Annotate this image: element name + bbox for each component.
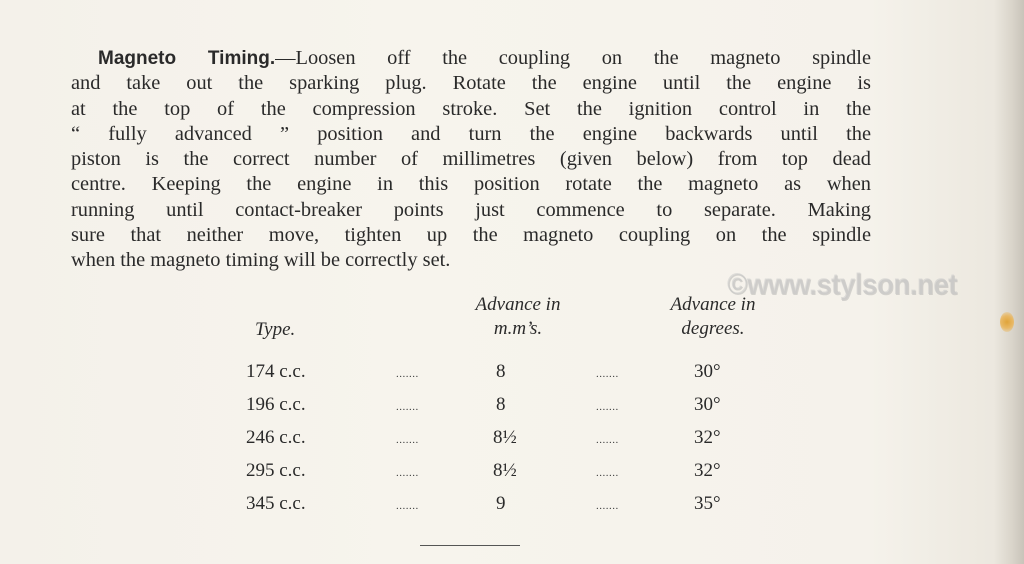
header-advance-degrees-line2: degrees. [681, 318, 745, 339]
table-row-degrees: 30° [694, 394, 721, 415]
section-heading: Magneto Timing. [98, 48, 276, 69]
leader-dots: ....... [396, 467, 419, 479]
watermark: ©www.stylson.net [727, 268, 957, 301]
paragraph-line-3: at the top of the compression stroke. Set the ignition control in the [71, 97, 871, 120]
header-advance-mm-line2: m.m’s. [493, 318, 543, 339]
paragraph-line-8: sure that neither move, tighten up the magneto coupling on the spindle [71, 224, 871, 247]
paragraph-line-1 [71, 46, 871, 71]
paragraph-line-9: when the magneto timing will be correctly set. [71, 249, 451, 272]
paragraph-line-5: piston is the correct number of millimetres (given below) from top dead [71, 148, 871, 171]
paragraph-line-4: “ fully advanced ” position and turn the engine backwards until the [71, 122, 871, 145]
leader-dots: ....... [396, 500, 419, 512]
paragraph-line-7: running until contact-breaker points just commence to separate. Making [71, 198, 871, 221]
table-row-degrees: 35° [694, 493, 721, 514]
leader-dots: ....... [596, 401, 619, 413]
table-row-type: 246 c.c. [246, 427, 306, 448]
table-row-mm: 8 [496, 394, 506, 415]
table-row-mm: 8 [496, 361, 506, 382]
paragraph-line-6: centre. Keeping the engine in this position rotate the magneto as when [71, 173, 871, 196]
header-advance-degrees [638, 293, 788, 341]
section-end-rule [420, 545, 520, 546]
table-row-mm: 9 [496, 493, 506, 514]
table-row-type: 345 c.c. [246, 493, 306, 514]
leader-dots: ....... [596, 368, 619, 380]
leader-dots: ....... [396, 368, 419, 380]
leader-dots: ....... [596, 467, 619, 479]
table-row-degrees: 30° [694, 361, 721, 382]
page-gutter-shadow [994, 0, 1024, 564]
header-advance-degrees-line1: Advance in [670, 294, 756, 315]
table-row-mm: 8½ [493, 427, 517, 448]
leader-dots: ....... [596, 434, 619, 446]
leader-dots: ....... [396, 401, 419, 413]
header-advance-mm [443, 293, 593, 341]
table-row-degrees: 32° [694, 427, 721, 448]
paragraph-line-1-text: —Loosen off the coupling on the magneto spindle [275, 47, 871, 69]
header-advance-mm-line1: Advance in [475, 294, 561, 315]
table-row-type: 295 c.c. [246, 460, 306, 481]
table-row-type: 196 c.c. [246, 394, 306, 415]
table-row-mm: 8½ [493, 460, 517, 481]
leader-dots: ....... [596, 500, 619, 512]
magneto-timing-paragraph [71, 46, 871, 274]
table-row-degrees: 32° [694, 460, 721, 481]
header-type: Type. [255, 319, 296, 340]
leader-dots: ....... [396, 434, 419, 446]
table-row-type: 174 c.c. [246, 361, 306, 382]
paragraph-line-2: and take out the sparking plug. Rotate the engine until the engine is [71, 72, 871, 95]
paper-stain [1000, 312, 1014, 332]
